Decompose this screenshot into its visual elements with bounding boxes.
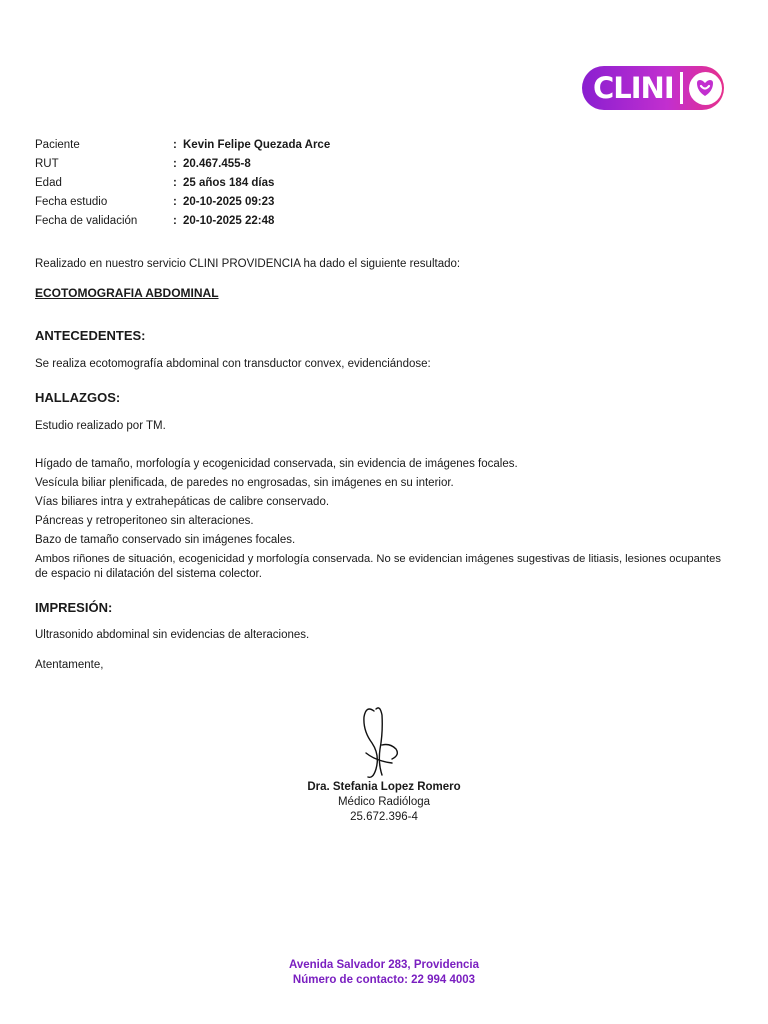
separator: : — [173, 139, 177, 151]
study-date-value: 20-10-2025 09:23 — [183, 196, 275, 208]
rut-label: RUT — [35, 158, 59, 170]
rut-value: 20.467.455-8 — [183, 158, 251, 170]
impresion-text: Ultrasonido abdominal sin evidencias de alteraciones. — [35, 629, 310, 641]
signer-name: Dra. Stefania Lopez Romero — [307, 781, 461, 793]
intro-text: Realizado en nuestro servicio CLINI PROVIDENCIA ha dado el siguiente resultado: — [35, 258, 461, 270]
finding-item: Ambos riñones de situación, ecogenicidad y morfología conservada. No se evidencian imágenes sugestivas de litiasis, lesiones ocupantes — [35, 553, 721, 565]
antecedentes-text: Se realiza ecotomografía abdominal con transductor convex, evidenciándose: — [35, 358, 431, 370]
signer-role: Médico Radióloga — [337, 796, 431, 808]
validation-date-label: Fecha de validación — [35, 215, 138, 227]
logo-text: CLINI — [593, 71, 674, 105]
antecedentes-heading: ANTECEDENTES: — [35, 328, 146, 343]
logo-divider — [680, 72, 683, 104]
hallazgos-heading: HALLAZGOS: — [35, 390, 121, 405]
separator: : — [173, 215, 177, 227]
age-label: Edad — [35, 177, 62, 189]
clini-logo — [582, 66, 724, 110]
signer-id: 25.672.396-4 — [350, 811, 418, 823]
patient-label: Paciente — [35, 139, 80, 151]
impresion-heading: IMPRESIÓN: — [35, 600, 113, 615]
finding-item: de espacio ni dilatación del sistema colector. — [35, 568, 262, 580]
separator: : — [173, 158, 177, 170]
study-title: ECOTOMOGRAFIA ABDOMINAL — [35, 286, 219, 300]
footer-address: Avenida Salvador 283, Providencia — [288, 959, 480, 971]
footer-contact: Número de contacto: 22 994 4003 — [292, 974, 476, 986]
age-value: 25 años 184 días — [183, 177, 275, 189]
separator: : — [173, 177, 177, 189]
patient-value: Kevin Felipe Quezada Arce — [183, 139, 331, 151]
separator: : — [173, 196, 177, 208]
closing-text: Atentamente, — [35, 659, 104, 671]
validation-date-value: 20-10-2025 22:48 — [183, 215, 275, 227]
heart-smile-icon — [689, 72, 722, 105]
finding-item: Bazo de tamaño conservado sin imágenes focales. — [35, 534, 296, 546]
finding-item: Vesícula biliar plenificada, de paredes no engrosadas, sin imágenes en su interior. — [35, 477, 454, 489]
finding-item: Vías biliares intra y extrahepáticas de calibre conservado. — [35, 496, 330, 508]
finding-item: Hígado de tamaño, morfología y ecogenicidad conservada, sin evidencia de imágenes focales. — [35, 458, 518, 470]
signature-image — [352, 703, 412, 783]
finding-item: Páncreas y retroperitoneo sin alteraciones. — [35, 515, 254, 527]
study-date-label: Fecha estudio — [35, 196, 108, 208]
hallazgos-note: Estudio realizado por TM. — [35, 420, 166, 432]
